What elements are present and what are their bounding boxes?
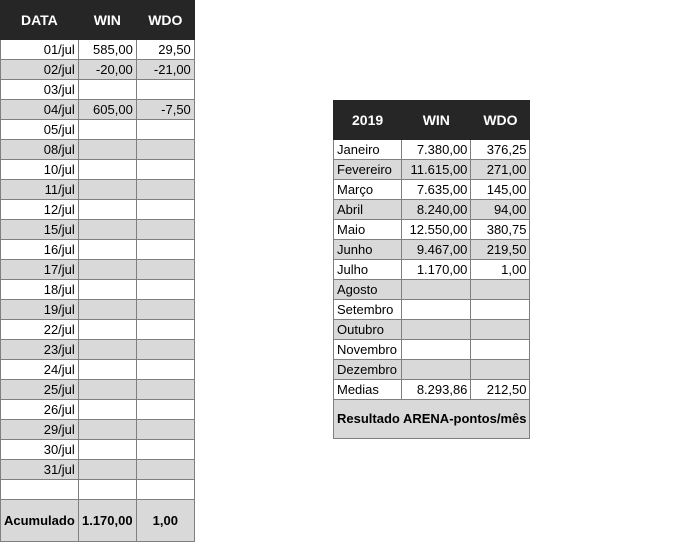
table-row <box>1 400 195 420</box>
win-cell[interactable] <box>78 140 136 160</box>
win-cell[interactable] <box>78 400 136 420</box>
date-cell[interactable]: 16/jul <box>1 240 79 260</box>
table-row <box>334 300 530 320</box>
wdo-cell[interactable] <box>136 340 194 360</box>
header-wdo[interactable]: WDO <box>471 101 530 140</box>
date-cell[interactable]: 25/jul <box>1 380 79 400</box>
accumulated-row <box>1 500 195 542</box>
date-cell[interactable]: 02/jul <box>1 60 79 80</box>
table-row <box>1 460 195 480</box>
table-row <box>1 340 195 360</box>
date-cell[interactable]: 17/jul <box>1 260 79 280</box>
wdo-cell[interactable] <box>471 300 530 320</box>
win-cell[interactable] <box>78 300 136 320</box>
table-row <box>334 160 530 180</box>
result-row <box>334 400 530 439</box>
result-label[interactable]: Resultado ARENA-pontos/mês <box>334 400 530 439</box>
wdo-cell[interactable] <box>136 380 194 400</box>
date-cell[interactable]: 26/jul <box>1 400 79 420</box>
win-cell[interactable] <box>78 380 136 400</box>
date-cell[interactable]: 23/jul <box>1 340 79 360</box>
averages-label[interactable]: Medias <box>334 380 402 400</box>
wdo-cell[interactable] <box>471 320 530 340</box>
wdo-cell[interactable]: -7,50 <box>136 100 194 120</box>
win-cell[interactable]: 8.240,00 <box>402 200 471 220</box>
wdo-cell[interactable] <box>136 260 194 280</box>
win-cell[interactable]: -20,00 <box>78 60 136 80</box>
win-cell[interactable] <box>78 120 136 140</box>
empty-cell[interactable] <box>1 480 79 500</box>
wdo-cell[interactable] <box>136 80 194 100</box>
win-cell[interactable] <box>402 320 471 340</box>
win-cell[interactable] <box>78 80 136 100</box>
win-cell[interactable] <box>78 180 136 200</box>
table-row <box>334 340 530 360</box>
month-cell[interactable]: Janeiro <box>334 140 402 160</box>
win-cell[interactable] <box>78 320 136 340</box>
date-cell[interactable]: 01/jul <box>1 40 79 60</box>
wdo-cell[interactable]: 376,25 <box>471 140 530 160</box>
header-wdo[interactable]: WDO <box>136 1 194 40</box>
table-row <box>1 240 195 260</box>
header-year[interactable]: 2019 <box>334 101 402 140</box>
wdo-cell[interactable]: 1,00 <box>471 260 530 280</box>
win-cell[interactable] <box>402 300 471 320</box>
header-win[interactable]: WIN <box>78 1 136 40</box>
accumulated-wdo[interactable]: 1,00 <box>136 500 194 542</box>
date-cell[interactable]: 11/jul <box>1 180 79 200</box>
win-cell[interactable] <box>402 280 471 300</box>
table-row <box>1 260 195 280</box>
date-cell[interactable]: 05/jul <box>1 120 79 140</box>
table-row <box>334 360 530 380</box>
table-row <box>1 360 195 380</box>
table-row <box>334 200 530 220</box>
table-row <box>1 380 195 400</box>
month-cell[interactable]: Junho <box>334 240 402 260</box>
date-cell[interactable]: 31/jul <box>1 460 79 480</box>
table-row <box>1 180 195 200</box>
wdo-cell[interactable]: 145,00 <box>471 180 530 200</box>
wdo-cell[interactable] <box>471 280 530 300</box>
month-cell[interactable]: Julho <box>334 260 402 280</box>
win-cell[interactable] <box>78 360 136 380</box>
win-cell[interactable] <box>78 220 136 240</box>
date-cell[interactable]: 08/jul <box>1 140 79 160</box>
wdo-cell[interactable] <box>136 280 194 300</box>
daily-results-table <box>0 0 195 542</box>
win-cell[interactable]: 12.550,00 <box>402 220 471 240</box>
date-cell[interactable]: 18/jul <box>1 280 79 300</box>
date-cell[interactable]: 24/jul <box>1 360 79 380</box>
wdo-cell[interactable]: 94,00 <box>471 200 530 220</box>
date-cell[interactable]: 10/jul <box>1 160 79 180</box>
win-cell[interactable] <box>78 340 136 360</box>
table-row <box>1 120 195 140</box>
averages-row <box>334 380 530 400</box>
empty-cell[interactable] <box>78 480 136 500</box>
table-row <box>1 140 195 160</box>
win-cell[interactable] <box>402 360 471 380</box>
table-row <box>334 140 530 160</box>
wdo-cell[interactable]: -21,00 <box>136 60 194 80</box>
wdo-cell[interactable] <box>136 360 194 380</box>
date-cell[interactable]: 04/jul <box>1 100 79 120</box>
win-cell[interactable] <box>78 280 136 300</box>
table-row <box>1 280 195 300</box>
accumulated-label[interactable]: Acumulado <box>1 500 79 542</box>
table-row <box>1 440 195 460</box>
month-cell[interactable]: Abril <box>334 200 402 220</box>
table-row <box>1 60 195 80</box>
date-cell[interactable]: 29/jul <box>1 420 79 440</box>
table-row <box>334 260 530 280</box>
date-cell[interactable]: 12/jul <box>1 200 79 220</box>
wdo-cell[interactable] <box>136 460 194 480</box>
month-cell[interactable]: Setembro <box>334 300 402 320</box>
wdo-cell[interactable] <box>136 420 194 440</box>
wdo-cell[interactable]: 29,50 <box>136 40 194 60</box>
date-cell[interactable]: 15/jul <box>1 220 79 240</box>
win-cell[interactable]: 585,00 <box>78 40 136 60</box>
wdo-cell[interactable] <box>136 320 194 340</box>
win-cell[interactable] <box>78 440 136 460</box>
month-cell[interactable]: Março <box>334 180 402 200</box>
table-row <box>334 240 530 260</box>
header-row <box>334 101 530 140</box>
wdo-cell[interactable] <box>471 360 530 380</box>
win-cell[interactable] <box>78 420 136 440</box>
header-win[interactable]: WIN <box>402 101 471 140</box>
table-row <box>1 320 195 340</box>
win-cell[interactable]: 605,00 <box>78 100 136 120</box>
win-cell[interactable] <box>402 340 471 360</box>
table-row <box>1 220 195 240</box>
date-cell[interactable]: 30/jul <box>1 440 79 460</box>
win-cell[interactable] <box>78 260 136 280</box>
wdo-cell[interactable] <box>136 160 194 180</box>
wdo-cell[interactable] <box>136 440 194 460</box>
table-row <box>1 200 195 220</box>
wdo-cell[interactable] <box>136 180 194 200</box>
win-cell[interactable]: 9.467,00 <box>402 240 471 260</box>
header-date[interactable]: DATA <box>1 1 79 40</box>
month-cell[interactable]: Outubro <box>334 320 402 340</box>
month-cell[interactable]: Maio <box>334 220 402 240</box>
wdo-cell[interactable]: 219,50 <box>471 240 530 260</box>
win-cell[interactable]: 11.615,00 <box>402 160 471 180</box>
month-cell[interactable]: Fevereiro <box>334 160 402 180</box>
monthly-results-table <box>333 100 530 439</box>
win-cell[interactable] <box>78 460 136 480</box>
win-cell[interactable] <box>78 240 136 260</box>
wdo-cell[interactable] <box>471 340 530 360</box>
win-cell[interactable]: 7.380,00 <box>402 140 471 160</box>
wdo-cell[interactable]: 380,75 <box>471 220 530 240</box>
averages-wdo[interactable]: 212,50 <box>471 380 530 400</box>
month-cell[interactable]: Novembro <box>334 340 402 360</box>
wdo-cell[interactable] <box>136 300 194 320</box>
win-cell[interactable] <box>78 160 136 180</box>
wdo-cell[interactable] <box>136 200 194 220</box>
table-row <box>334 320 530 340</box>
table-row <box>1 300 195 320</box>
month-cell[interactable]: Dezembro <box>334 360 402 380</box>
blank-row <box>1 480 195 500</box>
table-row <box>334 280 530 300</box>
date-cell[interactable]: 03/jul <box>1 80 79 100</box>
wdo-cell[interactable]: 271,00 <box>471 160 530 180</box>
table-row <box>1 420 195 440</box>
month-cell[interactable]: Agosto <box>334 280 402 300</box>
wdo-cell[interactable] <box>136 220 194 240</box>
averages-win[interactable]: 8.293,86 <box>402 380 471 400</box>
table-row <box>1 100 195 120</box>
wdo-cell[interactable] <box>136 140 194 160</box>
table-row <box>1 80 195 100</box>
wdo-cell[interactable] <box>136 400 194 420</box>
accumulated-win[interactable]: 1.170,00 <box>78 500 136 542</box>
table-row <box>334 220 530 240</box>
table-row <box>1 40 195 60</box>
wdo-cell[interactable] <box>136 240 194 260</box>
table-row <box>1 160 195 180</box>
wdo-cell[interactable] <box>136 120 194 140</box>
win-cell[interactable] <box>78 200 136 220</box>
header-row <box>1 1 195 40</box>
date-cell[interactable]: 22/jul <box>1 320 79 340</box>
win-cell[interactable]: 1.170,00 <box>402 260 471 280</box>
table-row <box>334 180 530 200</box>
date-cell[interactable]: 19/jul <box>1 300 79 320</box>
win-cell[interactable]: 7.635,00 <box>402 180 471 200</box>
empty-cell[interactable] <box>136 480 194 500</box>
